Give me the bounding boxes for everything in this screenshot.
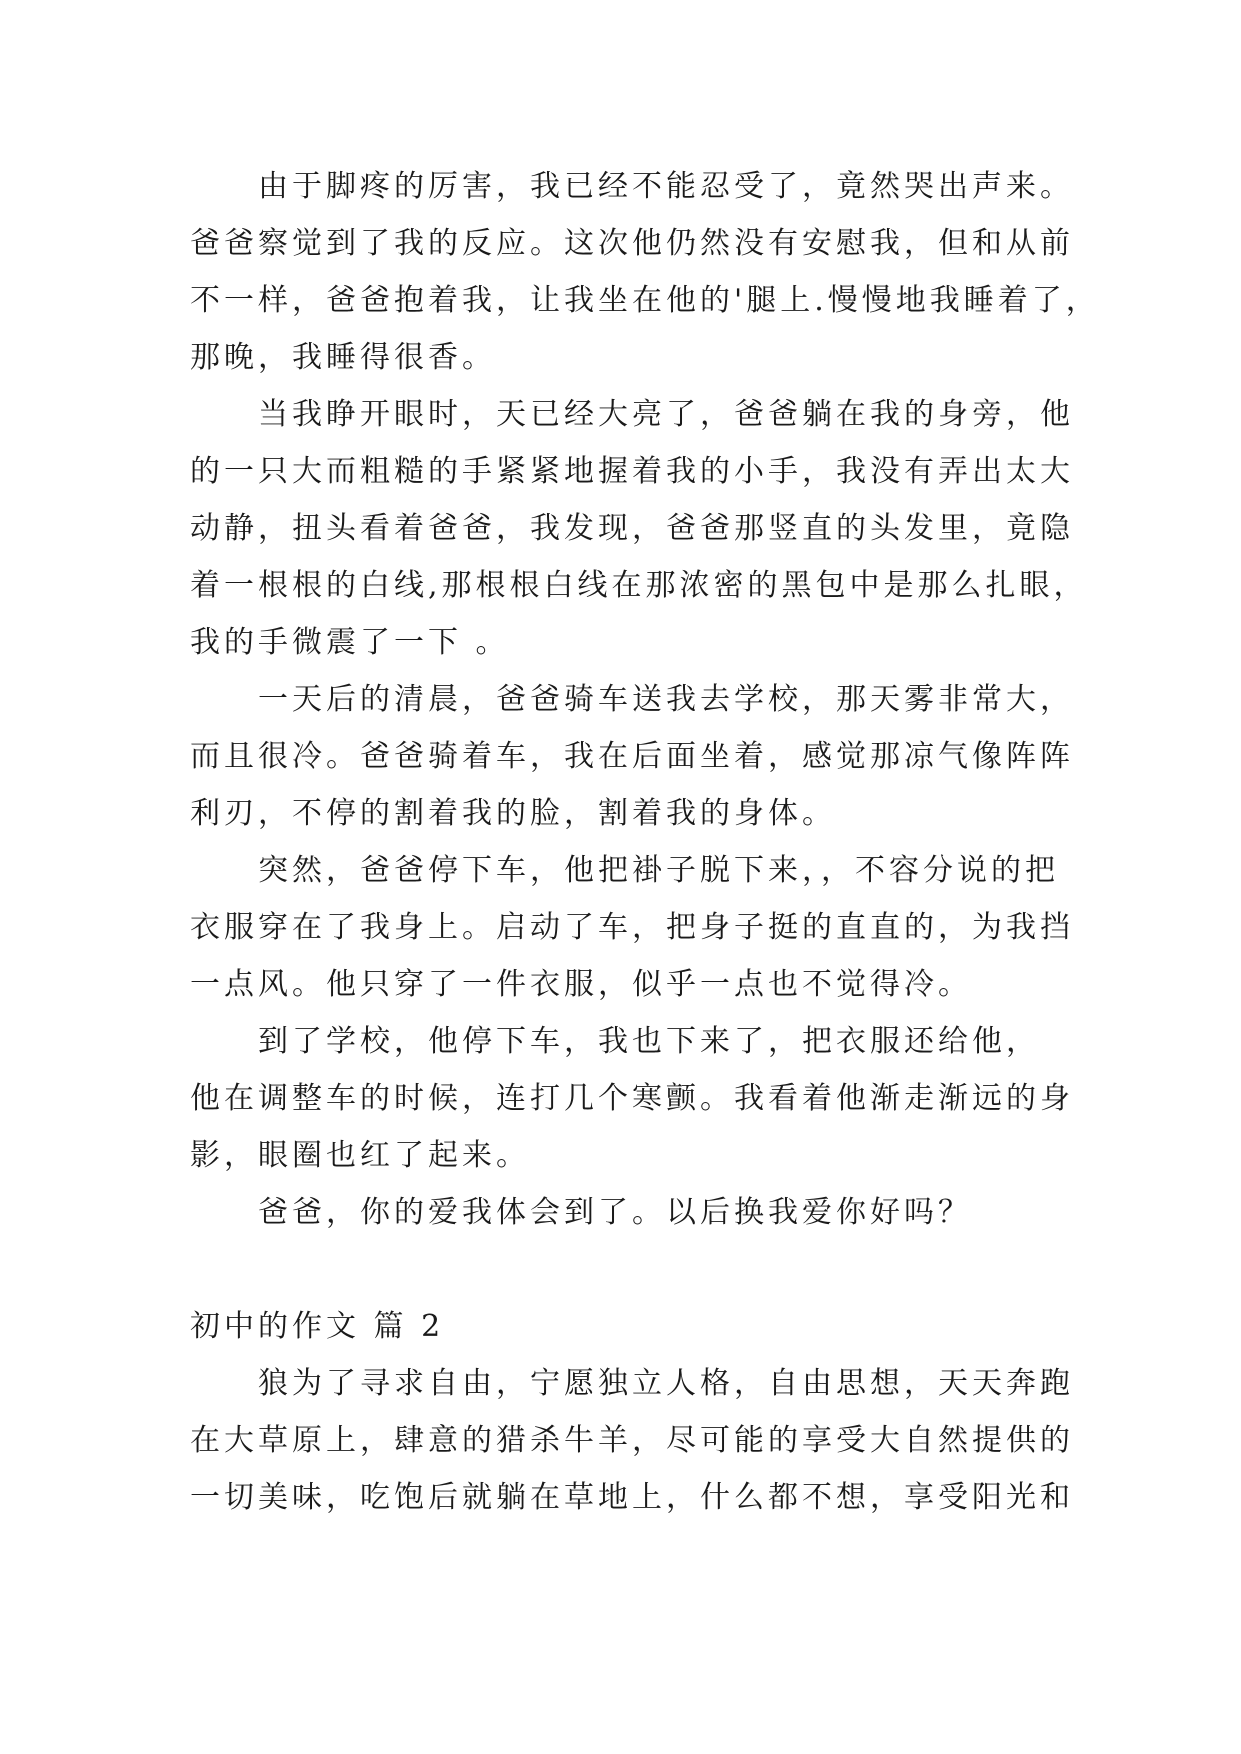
paragraph-7: [190, 1355, 1074, 1526]
text-line: 爸爸，你的爱我体会到了。以后换我爱你好吗？: [258, 1195, 972, 1230]
text-line: 那晚，我睡得很香。: [190, 340, 496, 375]
paragraph-3: [190, 671, 1074, 842]
text-line: 突然，爸爸停下车，他把褂子脱下来，，不容分说的把: [258, 853, 1059, 888]
paragraph-1: [190, 158, 1100, 386]
text-line: 由于脚疼的厉害，我已经不能忍受了，竟然哭出声来。: [258, 169, 1074, 204]
paragraph-4: [190, 842, 1074, 1013]
text-line: 他在调整车的时候，连打几个寒颤。我看着他渐走渐远的身: [190, 1081, 1074, 1116]
text-line: 而且很冷。爸爸骑着车，我在后面坐着，感觉那凉气像阵阵: [190, 739, 1074, 774]
text-line: 不一样，爸爸抱着我，让我坐在他的'腿上.慢慢地我睡着了，: [190, 283, 1100, 318]
text-line: 我的手微震了一下 。: [190, 625, 510, 660]
document-body: [190, 158, 1100, 1526]
text-line: 在大草原上，肆意的猎杀牛羊，尽可能的享受大自然提供的: [190, 1423, 1074, 1458]
text-line: 狼为了寻求自由，宁愿独立人格，自由思想，天天奔跑: [258, 1366, 1074, 1401]
text-line: 爸爸察觉到了我的反应。这次他仍然没有安慰我，但和从前: [190, 226, 1074, 261]
text-line: 一天后的清晨，爸爸骑车送我去学校，那天雾非常大，: [258, 682, 1074, 717]
paragraph-2: [190, 386, 1088, 671]
text-line: 当我睁开眼时，天已经大亮了，爸爸躺在我的身旁，他: [258, 397, 1074, 432]
section-heading: 初中的作文 篇 2: [190, 1309, 445, 1344]
text-line: 衣服穿在了我身上。启动了车，把身子挺的直直的，为我挡: [190, 910, 1074, 945]
text-line: 的一只大而粗糙的手紧紧地握着我的小手，我没有弄出太大: [190, 454, 1074, 489]
text-line: 到了学校，他停下车，我也下来了，把衣服还给他，: [258, 1024, 1040, 1059]
paragraph-6: [190, 1184, 1070, 1241]
text-line: 一切美味，吃饱后就躺在草地上，什么都不想，享受阳光和: [190, 1480, 1074, 1515]
paragraph-5: [190, 1013, 1074, 1184]
text-line: 影，眼圈也红了起来。: [190, 1138, 530, 1173]
text-line: 着一根根的白线,那根根白线在那浓密的黑包中是那么扎眼，: [190, 568, 1088, 603]
text-line: 动静，扭头看着爸爸，我发现，爸爸那竖直的头发里，竟隐: [190, 511, 1074, 546]
text-line: 一点风。他只穿了一件衣服，似乎一点也不觉得冷。: [190, 967, 972, 1002]
text-line: 利刃，不停的割着我的脸，割着我的身体。: [190, 796, 836, 831]
